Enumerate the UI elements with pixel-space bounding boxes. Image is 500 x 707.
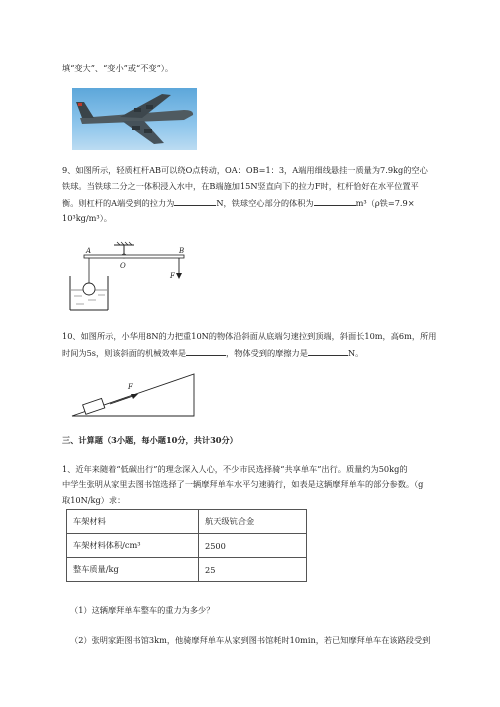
iron-ball [83,283,95,295]
answer-blank[interactable] [186,346,226,356]
q9-line3-post: m³（ρ铁=7.9× [355,198,415,208]
q9-line3-mid: N，铁球空心部分的体积为 [216,198,314,208]
table-cell: 2500 [199,534,307,558]
q9-line3 [62,196,415,209]
lever-bar [84,255,184,258]
table-row [67,510,307,534]
q9-line1: 9、如图所示，轻质杠杆AB可以绕O点转动，OA：OB=1：3，A端用细线悬挂一质量为7.9kg的空心 [62,165,428,175]
label-f: F [128,383,133,391]
label-f: F [170,272,175,280]
q9-line3-pre: 衡。则杠杆的A端受到的拉力为 [62,198,175,208]
label-b: B [179,247,185,255]
bike-params-table [66,509,307,582]
table-row [67,558,307,582]
q1-line2: 中学生张明从家里去图书馆选择了一辆摩拜单车水平匀速骑行，如表是这辆摩拜单车的部分参数。（g [62,479,424,489]
label-o: O [120,262,126,270]
q1-line1: 1、近年来随着“低碳出行”的理念深入人心，不少市民选择骑“共享单车”出行。质量约为50kg的 [62,464,408,474]
label-a: A [86,247,92,255]
q1-line3: 取10N/kg）求： [62,495,126,505]
section-heading: 三、计算题（3小题，每小题10分，共计30分） [62,435,238,445]
q9-line2: 铁球。当铁球二分之一体积浸入水中，在B端施加15N竖直向下的拉力F时，杠杆恰好在水平位置平 [62,181,419,191]
answer-blank[interactable] [308,346,348,356]
incline-diagram [70,370,200,420]
q10-line2-pre: 时间为5s，则该斜面的机械效率是 [62,348,187,358]
answer-blank[interactable] [174,196,216,206]
table-cell: 车架材料 [67,510,199,534]
top-line: 填“变大”、“变小”或“不变”）。 [62,63,174,73]
q10-line2-post: N。 [347,348,364,358]
answer-blank[interactable] [314,196,356,206]
q1-sub1: （1）这辆摩拜单车整车的重力为多少？ [70,605,215,615]
table-cell: 车架材料体积/cm³ [67,534,199,558]
table-cell: 航天级钪合金 [199,510,307,534]
table-cell: 整车质量/kg [67,558,199,582]
lever-diagram [62,240,202,320]
q10-line2 [62,346,363,359]
q10-line1: 10、如图所示，小华用8N的力把重10N的物体沿斜面从底端匀速拉到顶端，斜面长10m，高6m，所用 [62,331,437,341]
airplane-photo [72,88,197,150]
q9-line4: 10³kg/m³）。 [62,213,112,223]
table-cell: 25 [199,558,307,582]
table-row [67,534,307,558]
q10-line2-mid: ，物体受到的摩擦力是 [226,348,308,358]
q1-sub2: （2）张明家距图书馆3km，他骑摩拜单车从家到图书馆耗时10min，若已知摩拜单车在该路段受到 [70,635,431,645]
